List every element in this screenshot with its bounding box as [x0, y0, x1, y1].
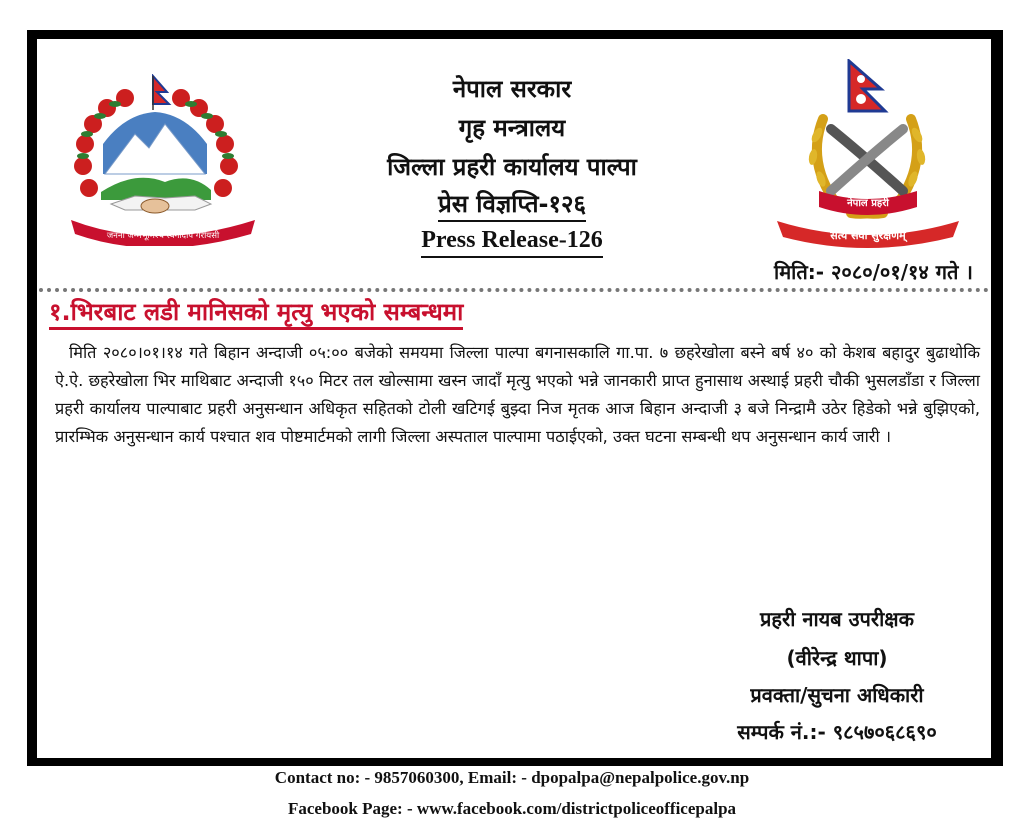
signatory-name: (वीरेन्द्र थापा) [786, 646, 888, 670]
header-press-release-english [262, 227, 762, 254]
nepal-emblem-icon [65, 74, 261, 246]
body-text: मिति २०८०।०१।१४ गते बिहान अन्दाजी ०५:०० बजेको समयमा जिल्ला पाल्पा बगनासकालि गा.पा. ७ छहरेखोला बस्ने बर्ष ४० को केशब बहादुर बुढाथोकि ऐ.ऐ. छहरेखोला भिर माथिबाट अन्दाजी १५० मिटर तल खोल्सामा खस्न जादाँ मृत्यु भएको भन्ने जानकारी प्राप्त हुनासाथ अस्थाई प्रहरी चौकी भुसलडाँडा र जिल्ला प्रहरी कार्यालय पाल्पाबाट प्रहरी अनुसन्धान अधिकृत सहितको टोली खटिगई बुझ्दा निज मृतक आज बिहान अन्दाजी ३ बजे निन्द्रामै उठेर हिडेको भन्ने बुझिएको, प्रारम्भिक अनुसन्धान कार्य पश्चात शव पोष्टमार्टमको लागी जिल्ला अस्पताल पाल्पामा पठाईएको, उक्त घटना सम्बन्धी थप अनुसन्धान कार्य जारी । [55, 343, 980, 446]
press-release-english-text: Press Release-126 [421, 227, 603, 258]
header-ministry: गृह मन्त्रालय [458, 114, 566, 142]
footer-facebook: Facebook Page: - www.facebook.com/districtpoliceofficepalpa [287, 799, 737, 818]
footer-contact: Contact no: - 9857060300, Email: - dpopalpa@nepalpolice.gov.np [274, 768, 750, 787]
signatory-title: प्रहरी नायब उपरीक्षक [760, 607, 914, 631]
document-page [37, 39, 991, 758]
signatory-role: प्रवक्ता/सुचना अधिकारी [750, 683, 924, 707]
signatory-contact: सम्पर्क नं.:- ९८५७०६८६९० [737, 720, 937, 744]
header-government: नेपाल सरकार [452, 75, 572, 103]
release-date: मिति:- २०८०/०१/१४ गते । [774, 260, 973, 284]
header-office: जिल्ला प्रहरी कार्यालय पाल्पा [387, 153, 637, 181]
police-ribbon-text: सत्य सेवा सुरक्षणम् [830, 229, 906, 242]
body-paragraph [55, 339, 980, 451]
subject-text: १.भिरबाट लडी मानिसको मृत्यु भएको सम्बन्धमा [49, 298, 463, 330]
header-press-release-nepali [262, 187, 762, 220]
police-banner-text: नेपाल प्रहरी [847, 198, 889, 209]
nepal-police-logo-icon [767, 59, 967, 249]
emblem-motto: जननी जन्मभूमिश्च स्वर्गादपि गरीयसी [106, 231, 220, 241]
subject-heading [49, 295, 463, 328]
dotted-divider [39, 288, 989, 292]
press-release-nepali-text: प्रेस विज्ञप्ति-१२६ [438, 190, 586, 222]
document-frame [27, 30, 1003, 766]
